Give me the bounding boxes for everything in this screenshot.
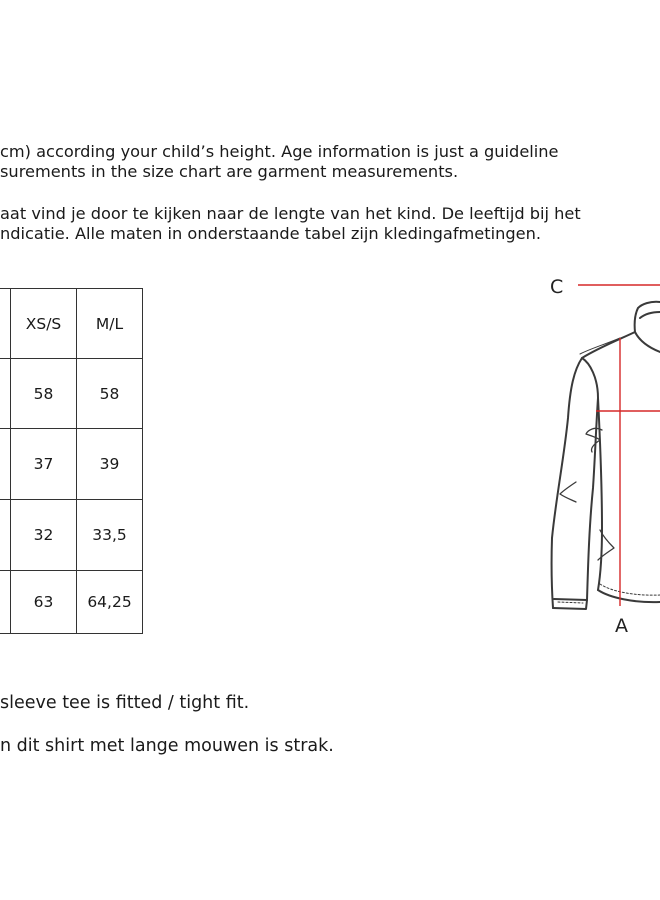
garment-measurement-diagram	[540, 268, 660, 640]
intro-dutch-line-2: ndicatie. Alle maten in onderstaande tabel zijn kledingafmetingen.	[0, 224, 542, 243]
table-cell: 33,5	[77, 500, 143, 571]
table-cell: 39	[77, 429, 143, 500]
table-cell: 58	[11, 359, 77, 429]
label-a: A	[615, 615, 628, 637]
intro-english-line-1: cm) according your child’s height. Age information is just a guideline	[0, 142, 559, 161]
table-cell: 63	[11, 571, 77, 634]
table-cell-cropped	[0, 429, 11, 500]
table-header-row	[0, 289, 143, 359]
hem-stitch-path	[600, 584, 660, 595]
collar-inner-path	[640, 312, 660, 318]
side-seam-path	[582, 358, 602, 590]
hem-path	[598, 590, 660, 602]
intro-english	[0, 142, 559, 182]
intro-dutch-line-1: aat vind je door te kijken naar de lengte van het kind. De leeftijd bij het	[0, 204, 581, 223]
fold-path	[560, 482, 576, 502]
cuff-stitch-path	[558, 602, 583, 603]
table-cell: 64,25	[77, 571, 143, 634]
fit-note-english: sleeve tee is fitted / tight fit.	[0, 693, 250, 713]
intro-dutch	[0, 204, 581, 244]
table-cell: 32	[11, 500, 77, 571]
table-cell-cropped	[0, 289, 11, 359]
column-header-m-l: M/L	[77, 289, 143, 359]
size-chart-table	[0, 288, 143, 634]
shirt-outline	[552, 302, 660, 609]
shoulder-seam-path	[580, 338, 620, 354]
table-cell: 37	[11, 429, 77, 500]
table-cell-cropped	[0, 359, 11, 429]
table-row	[0, 359, 143, 429]
table-row	[0, 429, 143, 500]
fit-note-dutch: n dit shirt met lange mouwen is strak.	[0, 736, 334, 756]
table-row	[0, 571, 143, 634]
column-header-xs-s: XS/S	[11, 289, 77, 359]
table-cell-cropped	[0, 500, 11, 571]
collar-path	[635, 302, 660, 352]
intro-english-line-2: surements in the size chart are garment measurements.	[0, 162, 459, 181]
cuff-path	[553, 599, 587, 609]
table-row	[0, 500, 143, 571]
table-cell-cropped	[0, 571, 11, 634]
table-cell: 58	[77, 359, 143, 429]
label-c: C	[550, 276, 564, 298]
